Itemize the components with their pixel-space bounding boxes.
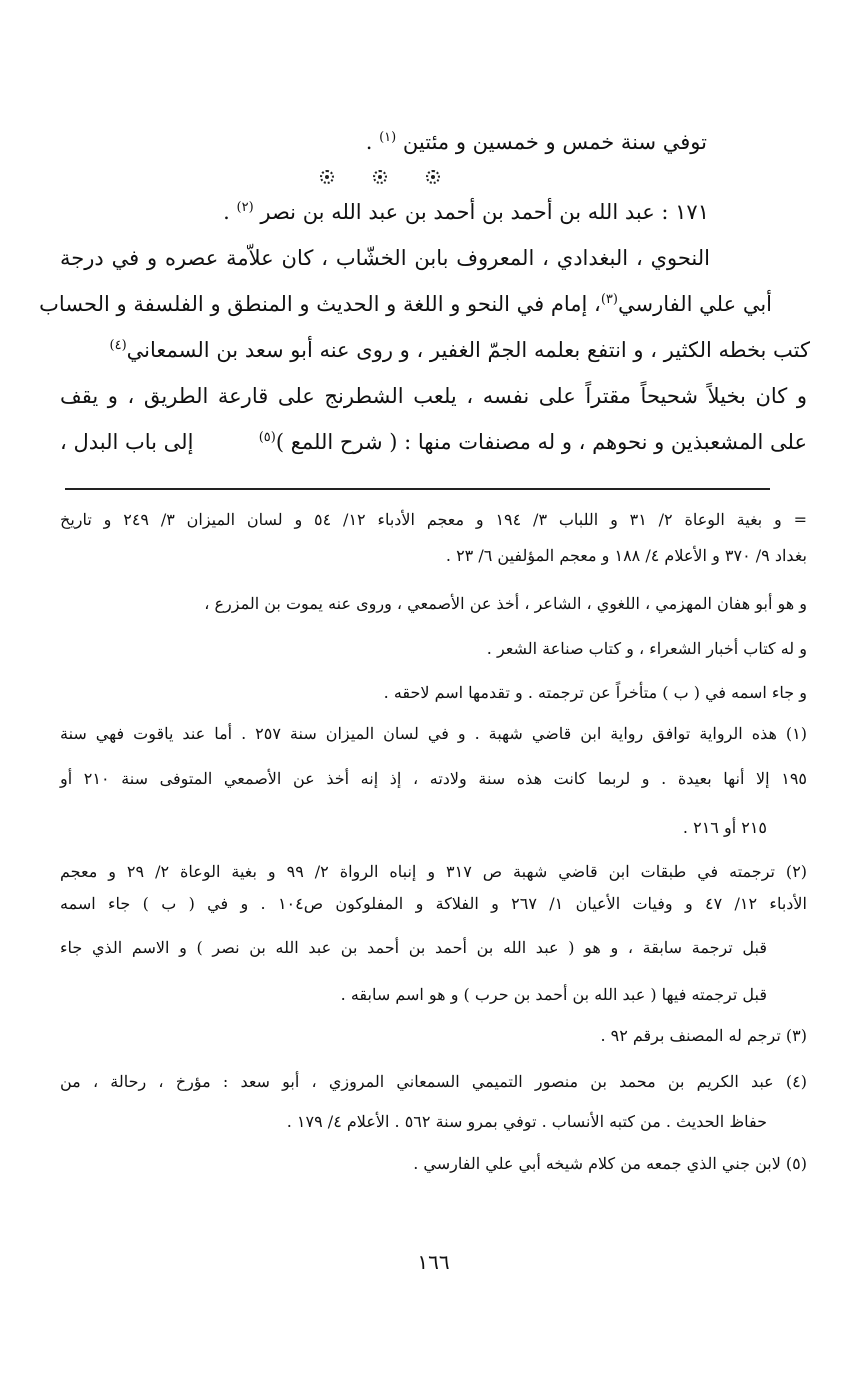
footnote-continuation-3: و هو أبو هفان المهزمي ، اللغوي ، الشاعر ، أخذ عن الأصمعي ، وروى عنه يموت بن المزرع ، [204,594,807,613]
para3-text: كتب بخطه الكثير ، و انتفع بعلمه الجمّ الغفير ، و روى عنه أبو سعد بن السمعاني [126,338,810,362]
footnote-2-line-3: قبل ترجمة سابقة ، و هو ( عبد الله بن أحمد بن أحمد بن عبد الله بن نصر ) و الاسم الذي جاء [60,938,767,957]
footnote-1-line-3: ٢١٥ أو ٢١٦ . [682,818,767,837]
entry-heading-text: ١٧١ : عبد الله بن أحمد بن أحمد بن عبد الله بن نصر [260,200,709,224]
page-number: ١٦٦ [417,1250,450,1274]
line-end: . [223,200,230,224]
footnote-ref-5[interactable]: (٥) [258,430,276,445]
body-line-para2 [39,292,772,316]
para2-start-group [601,292,772,316]
footnote-ref-1[interactable]: (١) [379,130,397,145]
footnote-ref-4[interactable]: (٤) [109,338,127,353]
para2-end: ، إمام في النحو و اللغة و الحديث و المنطق و الفلسفة و الحساب [39,292,601,316]
ornament-icon [373,170,387,184]
footnote-separator [65,488,770,490]
para5-start-group [259,430,807,454]
footnote-continuation-4: و له كتاب أخبار الشعراء ، و كتاب صناعة الشعر . [486,639,807,658]
entry-heading [223,200,709,224]
footnote-ref-3[interactable]: (٣) [600,292,618,307]
body-line-para5 [60,430,807,454]
footnote-2-line-2: الأدباء ١٢/ ٤٧ و وفيات الأعيان ١/ ٢٦٧ و الفلاكة و المفلوكون ص١٠٤ . و في ( ب ) جاء اسمه [60,894,807,913]
footnote-continuation-5: و جاء اسمه في ( ب ) متأخراً عن ترجمته . و تقدمها اسم لاحقه . [383,683,807,702]
body-line-para1: النحوي ، البغدادي ، المعروف بابن الخشّاب ، كان علاّمة عصره و في درجة [60,246,710,270]
para2-start: أبي علي الفارسي [617,292,772,316]
body-line-para3 [60,338,810,362]
para5-end: إلى باب البدل ، [60,430,194,454]
footnote-1-line-2: ١٩٥ إلا أنها بعيدة . و لربما كانت هذه سنة ولادته ، إذ إنه أخذ عن الأصمعي المتوفى سنة ٢١٠ أو [60,769,807,788]
para5-start: على المشعبذين و نحوهم ، و له مصنفات منها : ( شرح اللمع ) [275,430,807,454]
footnote-2-line-1: (٢) ترجمته في طبقات ابن قاضي شهبة ص ٣١٧ و إنباه الرواة ٢/ ٩٩ و بغية الوعاة ٢/ ٢٩ و معجم [60,862,808,881]
section-divider-ornaments [320,170,440,190]
footnote-continuation-2: بغداد ٩/ ٣٧٠ و الأعلام ٤/ ١٨٨ و معجم المؤلفين ٦/ ٢٣ . [445,546,807,565]
body-line-1 [366,130,707,154]
footnote-3: (٣) ترجم له المصنف برقم ٩٢ . [600,1026,807,1045]
footnote-4-line-2: حفاظ الحديث . من كتبه الأنساب . توفي بمرو سنة ٥٦٢ . الأعلام ٤/ ١٧٩ . [286,1112,767,1131]
footnote-4-line-1: (٤) عبد الكريم بن محمد بن منصور التميمي السمعاني المروزي ، أبو سعد : مؤرخ ، رحالة ، من [60,1072,807,1091]
footnote-5: (٥) لابن جني الذي جمعه من كلام شيخه أبي علي الفارسي . [413,1154,807,1173]
ornament-icon [320,170,334,184]
line-text: توفي سنة خمس و خمسين و مئتين [402,130,707,154]
ornament-icon [426,170,440,184]
line-end: . [365,130,373,154]
footnote-2-line-4: قبل ترجمته فيها ( عبد الله بن أحمد بن حرب ) و هو اسم سابقه . [340,985,767,1004]
body-line-para4: و كان بخيلاً شحيحاً مقتراً على نفسه ، يلعب الشطرنج على قارعة الطريق ، و يقف [60,384,807,408]
footnote-1-line-1: (١) هذه الرواية توافق رواية ابن قاضي شهبة . و في لسان الميزان سنة ٢٥٧ . أما عند ياقوت فهي سنة [60,724,807,743]
footnote-continuation-1: = و بغية الوعاة ٢/ ٣١ و اللباب ٣/ ١٩٤ و معجم الأدباء ١٢/ ٥٤ و لسان الميزان ٣/ ٢٤٩ و تاريخ [60,510,808,529]
footnote-ref-2[interactable]: (٢) [236,200,254,215]
